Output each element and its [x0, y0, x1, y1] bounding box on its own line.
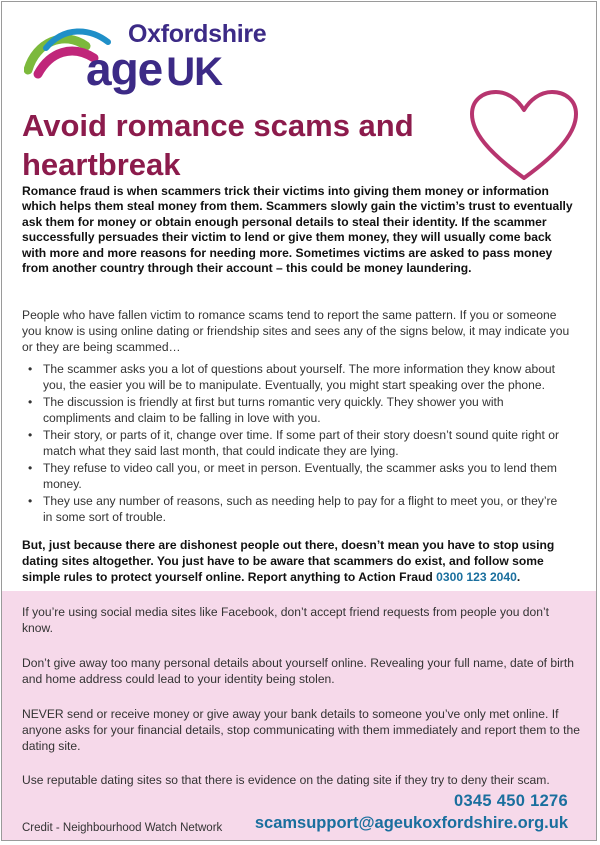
- leaflet-page: [1, 1, 597, 841]
- heart-outline-icon: [468, 88, 580, 184]
- logo-age-word: age: [86, 43, 163, 95]
- tip-paragraph: Use reputable dating sites so that there is evidence on the dating site if they try to deny their scam.: [22, 773, 550, 787]
- lead-paragraph: People who have fallen victim to romance scams tend to report the same pattern. If you or someone you know is using online dating or friendship sites and sees any of the signs below, it may indicate you or they are being scammed…: [22, 308, 570, 354]
- logo-brand-text: [86, 42, 222, 96]
- closing-text: But, just because there are dishonest people out there, doesn’t mean you have to stop using dating sites altogether. You just have to be aware that scammers do exist, and follow some simple rules to protect yourself online. Report anything to Action Fraud: [22, 538, 555, 584]
- credit-line: Credit - Neighbourhood Watch Network: [22, 822, 223, 834]
- closing-paragraph: [22, 537, 577, 585]
- list-item: • The discussion is friendly at first but turns romantic very quickly. They shower you with compliments and claim to be falling in love with you.: [22, 394, 570, 426]
- logo-uk-word: UK: [166, 50, 223, 94]
- tip-paragraph: If you’re using social media sites like Facebook, don’t accept friend requests from people you don’t know.: [22, 605, 550, 635]
- tip-paragraph: NEVER send or receive money or give away your bank details to someone you’ve only met online. If anyone asks for your financial details, stop communicating with them immediately and report them to the dating site.: [22, 707, 580, 753]
- logo-region-text: Oxfordshire: [128, 20, 267, 48]
- age-uk-oxfordshire-logo: [24, 16, 284, 106]
- page-title: Avoid romance scams and heartbreak: [22, 108, 414, 182]
- list-item: • They refuse to video call you, or meet in person. Eventually, the scammer asks you to lend them money.: [22, 460, 570, 492]
- contact-email[interactable]: scamsupport@ageukoxfordshire.org.uk: [254, 814, 568, 832]
- list-item: • The scammer asks you a lot of questions about yourself. The more information they know about you, the easier you will be to manipulate. Eventually, you might start speaking over the phone.: [22, 361, 570, 393]
- contact-phone[interactable]: 0345 450 1276: [453, 792, 568, 810]
- intro-paragraph: Romance fraud is when scammers trick their victims into giving them money or information which helps them steal money from them. Scammers slowly gain the victim’s trust to eventually ask them for money or obtain enough personal details to steal their identity. If the scammer successfully persuades their victim to lend or give them money, they will usually come back with more and more reasons for needing more. Sometimes victims are asked to pass money from another country through their account – this could be money laundering.: [22, 184, 573, 276]
- tip-paragraph: Don’t give away too many personal details about yourself online. Revealing your full name, date of birth and home address could lead to your identity being stolen.: [22, 656, 574, 686]
- list-item: • Their story, or parts of it, change over time. If some part of their story doesn’t sound quite right or match what they said last month, that could indicate they are lying.: [22, 427, 570, 459]
- warning-signs-list: [22, 361, 570, 526]
- list-item: • They use any number of reasons, such as needing help to pay for a flight to meet you, or they’re in some sort of trouble.: [22, 493, 570, 525]
- action-fraud-phone[interactable]: 0300 123 2040: [436, 570, 517, 584]
- closing-end: .: [516, 570, 521, 584]
